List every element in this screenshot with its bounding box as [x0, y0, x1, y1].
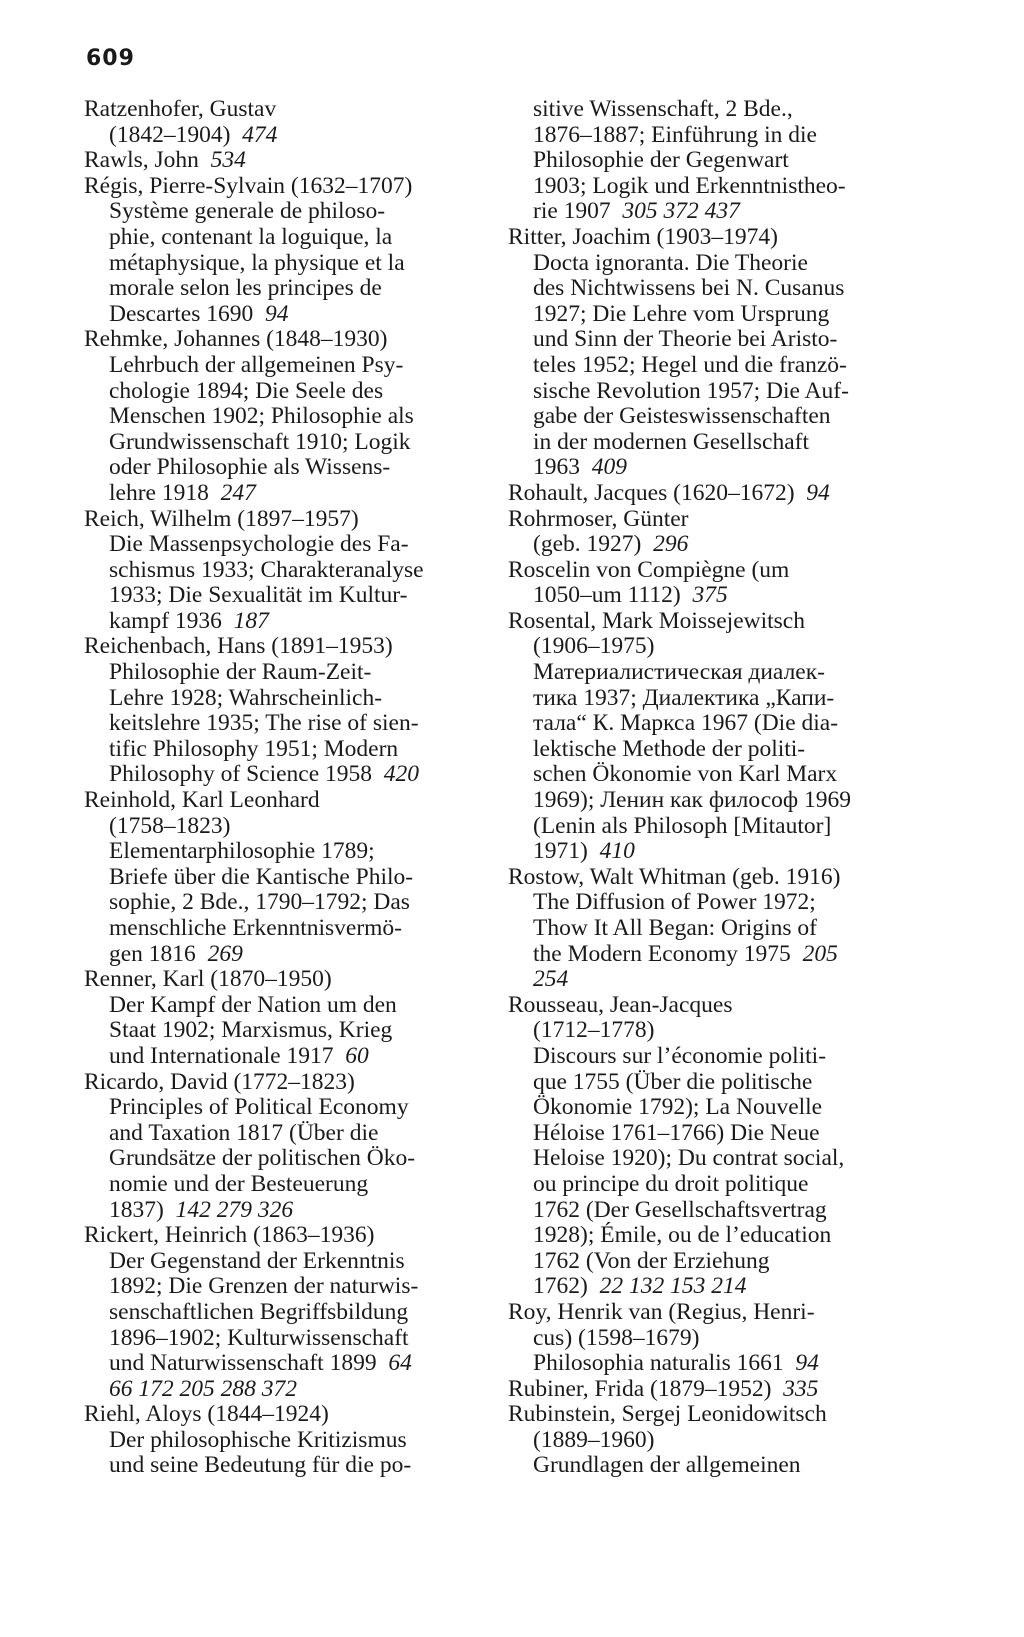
index-entry-heading	[84, 148, 484, 174]
entry-text: Rickert, Heinrich (1863–1936)	[84, 1222, 375, 1249]
index-entry-line	[508, 1351, 928, 1377]
index-entry-line	[508, 123, 928, 149]
entry-text: тика 1937; Диалектика „Капи-	[533, 684, 835, 711]
index-entry-line	[84, 1095, 484, 1121]
entry-text: 1892; Die Grenzen der naturwis-	[109, 1273, 419, 1300]
entry-text: des Nichtwissens bei N. Cusanus	[533, 275, 845, 302]
index-entry-line	[508, 1326, 928, 1352]
index-entry-line	[508, 686, 928, 712]
entry-text: Thow It All Began: Origins of	[533, 915, 817, 941]
entry-text: Lehrbuch der allgemeinen Psy-	[109, 351, 404, 378]
index-entry-heading	[84, 788, 484, 814]
entry-text: 1971)	[533, 838, 588, 865]
index-entry-line	[508, 890, 928, 916]
entry-text: 1762 (Der Gesellschaftsvertrag	[533, 1196, 827, 1223]
index-entry-line	[84, 686, 484, 712]
index-entry-line	[508, 839, 928, 865]
entry-text: Ritter, Joachim (1903–1974)	[508, 223, 778, 250]
page-references: 335	[783, 1375, 819, 1402]
entry-text: morale selon les principes de	[109, 275, 382, 302]
index-entry-line	[508, 1146, 928, 1172]
entry-text: oder Philosophie als Wissens-	[109, 454, 391, 481]
index-entry-line	[508, 1198, 928, 1224]
entry-text: (1889–1960)	[533, 1426, 655, 1453]
index-entry-heading	[84, 967, 484, 993]
index-entry-line	[508, 942, 928, 968]
entry-text: Rosental, Mark Moissejewitsch	[508, 607, 805, 634]
page-number: 609	[86, 46, 135, 71]
index-entry-line	[84, 1249, 484, 1275]
entry-text: the Modern Economy 1975	[533, 940, 791, 967]
index-entry-line	[508, 762, 928, 788]
entry-text: schen Ökonomie von Karl Marx	[533, 761, 838, 788]
entry-text: Descartes 1690	[109, 300, 254, 327]
index-entry-line	[508, 251, 928, 277]
entry-text: Roscelin von Compiègne (um	[508, 556, 790, 583]
entry-text: Der philosophische Kritizismus	[109, 1426, 407, 1453]
entry-text: Ökonomie 1792); La Nouvelle	[533, 1094, 823, 1121]
entry-text: 1837)	[109, 1196, 164, 1223]
index-entry-heading	[84, 1070, 484, 1096]
entry-text: 1762 (Von der Erziehung	[533, 1247, 770, 1274]
entry-text: Rehmke, Johannes (1848–1930)	[84, 326, 388, 353]
index-entry-line	[508, 327, 928, 353]
index-entry-line	[84, 711, 484, 737]
entry-text: (1712–1778)	[533, 1017, 655, 1044]
index-entry-line	[508, 634, 928, 660]
page-references: 474	[242, 121, 278, 148]
index-entry-line	[84, 199, 484, 225]
index-entry-heading	[508, 1300, 928, 1326]
index-entry-heading	[508, 609, 928, 635]
entry-text: teles 1952; Hegel und die franzö-	[533, 351, 847, 378]
entry-text: Ratzenhofer, Gustav	[84, 96, 277, 122]
entry-text: Elementarphilosophie 1789;	[109, 838, 375, 865]
index-entry-line	[508, 199, 928, 225]
index-entry-line	[508, 97, 928, 123]
entry-text: Die Massenpsychologie des Fa-	[109, 531, 409, 558]
index-entry-line	[84, 814, 484, 840]
page-references: 420	[383, 761, 420, 788]
index-entry-line	[84, 942, 484, 968]
index-entry-line	[508, 1018, 928, 1044]
entry-text: 1933; Die Sexualität im Kultur-	[109, 582, 408, 609]
entry-text: gabe der Geisteswissenschaften	[533, 403, 831, 430]
index-entry-line	[508, 711, 928, 737]
index-entry-line	[84, 1326, 484, 1352]
index-entry-line	[84, 455, 484, 481]
index-entry-line	[84, 1453, 484, 1479]
entry-text: Système generale de philoso-	[109, 198, 386, 225]
index-entry-line	[84, 916, 484, 942]
entry-text: (1758–1823)	[109, 812, 231, 839]
index-entry-line	[508, 1223, 928, 1249]
entry-text: 1927; Die Lehre vom Ursprung	[533, 300, 830, 327]
index-entry-line	[84, 660, 484, 686]
index-entry-line	[84, 430, 484, 456]
index-entry-line	[508, 660, 928, 686]
entry-text: тала“ К. Маркса 1967 (Die dia-	[533, 710, 839, 737]
page-references: 142 279 326	[175, 1196, 294, 1223]
entry-text: Philosophie der Raum-Zeit-	[109, 659, 372, 686]
index-entry-line	[84, 225, 484, 251]
entry-text: Philosophy of Science 1958	[109, 761, 373, 788]
index-entry-line	[508, 1274, 928, 1300]
entry-text: lektische Methode der politi-	[533, 735, 806, 762]
entry-text: lehre 1918	[109, 479, 209, 506]
index-entry-line	[508, 1070, 928, 1096]
index-entry-line	[84, 302, 484, 328]
index-entry-line	[508, 302, 928, 328]
index-entry-line	[84, 1377, 484, 1403]
index-entry-line	[508, 1453, 928, 1479]
index-entry-line	[508, 1044, 928, 1070]
index-entry-line	[84, 1428, 484, 1454]
entry-text: (geb. 1927)	[533, 531, 642, 558]
index-entry-heading	[508, 558, 928, 584]
index-entry-line	[508, 737, 928, 763]
entry-text: menschliche Erkenntnisvermö-	[109, 915, 403, 941]
entry-text: 1762)	[533, 1273, 588, 1300]
index-entry-line	[84, 1300, 484, 1326]
index-entry-line	[508, 1095, 928, 1121]
entry-text: 1876–1887; Einführung in die	[533, 121, 817, 148]
entry-text: nomie und der Besteuerung	[109, 1170, 369, 1197]
entry-text: 1896–1902; Kulturwissenschaft	[109, 1324, 409, 1351]
index-entry-line	[508, 174, 928, 200]
index-column-left	[84, 97, 484, 1479]
index-entry-line	[508, 967, 928, 993]
entry-text: ou principe du droit politique	[533, 1170, 809, 1197]
entry-text: Rawls, John	[84, 147, 199, 174]
index-entry-line	[508, 455, 928, 481]
entry-text: Rubiner, Frida (1879–1952)	[508, 1375, 772, 1402]
index-entry-line	[508, 276, 928, 302]
entry-text: Rostow, Walt Whitman (geb. 1916)	[508, 863, 841, 890]
page-references: 375	[692, 582, 728, 609]
entry-text: und Internationale 1917	[109, 1042, 334, 1069]
entry-text: Der Kampf der Nation um den	[109, 991, 397, 1018]
index-entry-heading	[84, 1223, 484, 1249]
index-entry-line	[508, 430, 928, 456]
index-entry-line	[84, 762, 484, 788]
index-entry-heading	[508, 1402, 928, 1428]
index-entry-line	[84, 1146, 484, 1172]
index-entry-line	[84, 481, 484, 507]
page-references: 254	[533, 966, 569, 993]
page-references: 205	[802, 940, 838, 967]
index-entry-heading	[84, 507, 484, 533]
index-entry-line	[508, 583, 928, 609]
page-references: 94	[795, 1350, 819, 1377]
page-references: 296	[653, 531, 689, 558]
index-entry-line	[84, 1198, 484, 1224]
entry-text: phie, contenant la loguique, la	[109, 223, 393, 250]
entry-text: Menschen 1902; Philosophie als	[109, 403, 414, 430]
entry-text: Philosophia naturalis 1661	[533, 1350, 784, 1377]
index-entry-line	[84, 839, 484, 865]
index-entry-line	[84, 353, 484, 379]
index-column-right	[508, 97, 928, 1479]
index-entry-line	[508, 1428, 928, 1454]
entry-text: Ricardo, David (1772–1823)	[84, 1068, 355, 1095]
index-entry-heading	[84, 634, 484, 660]
index-entry-heading	[508, 225, 928, 251]
entry-text: gen 1816	[109, 940, 196, 967]
entry-text: Grundlagen der allgemeinen	[533, 1452, 801, 1479]
page-references: 409	[591, 454, 627, 481]
page-references: 247	[220, 479, 256, 506]
index-entry-line	[84, 1274, 484, 1300]
entry-text: Der Gegenstand der Erkenntnis	[109, 1247, 405, 1274]
entry-text: Grundwissenschaft 1910; Logik	[109, 428, 411, 455]
index-entry-heading	[508, 993, 928, 1019]
page-references: 60	[345, 1042, 369, 1069]
entry-text: sitive Wissenschaft, 2 Bde.,	[533, 96, 793, 122]
entry-text: Reichenbach, Hans (1891–1953)	[84, 633, 393, 660]
entry-text: (1906–1975)	[533, 633, 655, 660]
entry-text: sische Revolution 1957; Die Auf-	[533, 377, 849, 404]
page-references: 94	[264, 300, 289, 327]
entry-text: and Taxation 1817 (Über die	[109, 1119, 379, 1146]
entry-text: Riehl, Aloys (1844–1924)	[84, 1401, 329, 1428]
index-entry-line	[508, 353, 928, 379]
entry-text: (1842–1904)	[109, 121, 231, 148]
index-entry-line	[84, 1351, 484, 1377]
index-entry-line	[84, 1172, 484, 1198]
entry-text: senschaftlichen Begriffsbildung	[109, 1298, 409, 1325]
entry-text: Docta ignoranta. Die Theorie	[533, 249, 808, 276]
index-entry-line	[84, 379, 484, 405]
index-entry-line	[84, 1121, 484, 1147]
entry-text: 1903; Logik und Erkenntnistheo-	[533, 172, 846, 199]
entry-text: Héloise 1761–1766) Die Neue	[533, 1119, 820, 1146]
index-entry-line	[508, 148, 928, 174]
entry-text: schismus 1933; Charakteranalyse	[109, 556, 424, 583]
index-entry-line	[84, 1044, 484, 1070]
index-entry-line	[508, 788, 928, 814]
entry-text: kampf 1936	[109, 607, 222, 634]
entry-text: Reich, Wilhelm (1897–1957)	[84, 505, 359, 532]
page-references: 410	[599, 838, 635, 865]
index-entry-line	[508, 1121, 928, 1147]
page-references: 269	[207, 940, 243, 967]
entry-text: métaphysique, la physique et la	[109, 249, 405, 276]
entry-text: Rousseau, Jean-Jacques	[508, 991, 733, 1018]
index-entry-line	[508, 1249, 928, 1275]
index-entry-line	[84, 251, 484, 277]
index-entry-line	[508, 532, 928, 558]
entry-text: rie 1907	[533, 198, 611, 225]
index-entry-line	[508, 404, 928, 430]
entry-text: Reinhold, Karl Leonhard	[84, 787, 320, 814]
entry-text: und Naturwissenschaft 1899	[109, 1350, 377, 1377]
index-entry-line	[84, 583, 484, 609]
index-entry-line	[508, 916, 928, 942]
index-entry-line	[84, 890, 484, 916]
entry-text: Renner, Karl (1870–1950)	[84, 966, 332, 993]
index-entry-heading	[84, 174, 484, 200]
index-entry-line	[84, 865, 484, 891]
entry-text: Roy, Henrik van (Regius, Henri-	[508, 1298, 815, 1325]
index-entry-heading	[84, 97, 484, 123]
index-entry-heading	[508, 507, 928, 533]
entry-text: Régis, Pierre-Sylvain (1632–1707)	[84, 172, 413, 199]
entry-text: 1928); Émile, ou de l’education	[533, 1222, 832, 1249]
index-entry-line	[84, 276, 484, 302]
index-entry-line	[84, 532, 484, 558]
entry-text: Heloise 1920); Du contrat social,	[533, 1145, 845, 1172]
index-entry-heading	[508, 1377, 928, 1403]
index-entry-line	[84, 558, 484, 584]
entry-text: 1963	[533, 454, 580, 481]
index-entry-line	[508, 814, 928, 840]
entry-text: Discours sur l’économie politi-	[533, 1042, 827, 1069]
entry-text: Rohault, Jacques (1620–1672)	[508, 479, 795, 506]
entry-text: Rubinstein, Sergej Leonidowitsch	[508, 1401, 827, 1428]
entry-text: 1969); Ленин как философ 1969	[533, 787, 851, 814]
entry-text: The Diffusion of Power 1972;	[533, 889, 816, 916]
entry-text: Grundsätze der politischen Öko-	[109, 1145, 416, 1172]
page-references: 534	[210, 147, 246, 174]
index-entry-heading	[508, 481, 928, 507]
index-entry-line	[84, 993, 484, 1019]
entry-text: Lehre 1928; Wahrscheinlich-	[109, 684, 383, 711]
page-references: 64	[388, 1350, 412, 1377]
page-references: 187	[233, 607, 269, 634]
page-references: 22 132 153 214	[599, 1273, 747, 1300]
entry-text: keitslehre 1935; The rise of sien-	[109, 710, 419, 737]
index-entry-line	[508, 379, 928, 405]
index-entry-heading	[84, 1402, 484, 1428]
entry-text: (Lenin als Philosoph [Mitautor]	[533, 812, 832, 839]
entry-text: cus) (1598–1679)	[533, 1324, 700, 1351]
index-entry-line	[84, 123, 484, 149]
index-entry-line	[84, 609, 484, 635]
entry-text: in der modernen Gesellschaft	[533, 428, 810, 455]
entry-text: und seine Bedeutung für die po-	[109, 1452, 412, 1479]
entry-text: que 1755 (Über die politische	[533, 1068, 813, 1095]
entry-text: Principles of Political Economy	[109, 1094, 409, 1121]
entry-text: chologie 1894; Die Seele des	[109, 377, 384, 404]
index-entry-line	[508, 1172, 928, 1198]
entry-text: Staat 1902; Marxismus, Krieg	[109, 1017, 393, 1044]
index-entry-line	[84, 1018, 484, 1044]
entry-text: tific Philosophy 1951; Modern	[109, 735, 399, 762]
index-entry-line	[84, 737, 484, 763]
entry-text: und Sinn der Theorie bei Aristo-	[533, 326, 838, 353]
entry-text: Briefe über die Kantische Philo-	[109, 863, 414, 890]
index-entry-heading	[508, 865, 928, 891]
entry-text: Материалистическая диалек-	[533, 659, 825, 686]
page-references: 305 372 437	[622, 198, 740, 225]
page-references: 94	[806, 479, 830, 506]
entry-text: sophie, 2 Bde., 1790–1792; Das	[109, 889, 410, 916]
index-entry-heading	[84, 327, 484, 353]
index-entry-line	[84, 404, 484, 430]
entry-text: 1050–um 1112)	[533, 582, 681, 609]
page-references: 66 172 205 288 372	[109, 1375, 297, 1402]
entry-text: Philosophie der Gegenwart	[533, 147, 789, 174]
entry-text: Rohrmoser, Günter	[508, 505, 689, 532]
